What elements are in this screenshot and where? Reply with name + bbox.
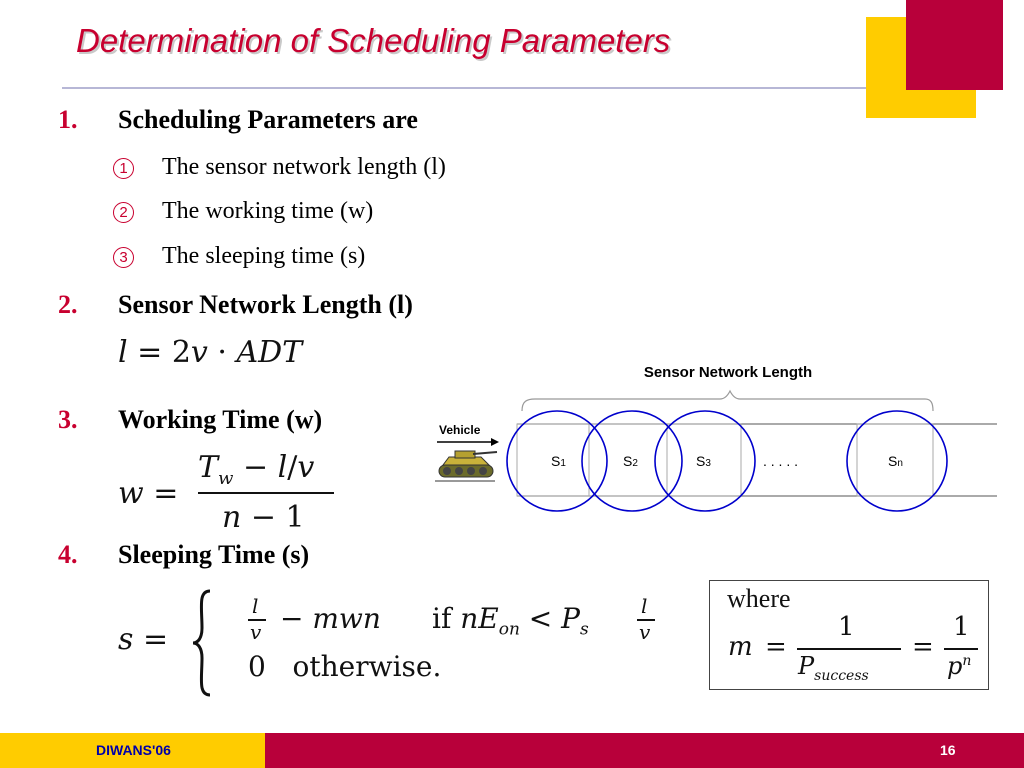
brace-icon: [190, 588, 214, 698]
length-brace: [522, 391, 933, 411]
diagram-header: Sensor Network Length: [643, 364, 813, 381]
circled-number-icon: 1: [113, 158, 134, 179]
footer-page-number: 16: [940, 742, 956, 758]
vehicle-label: Vehicle: [439, 423, 481, 437]
corner-red-block: [906, 0, 999, 90]
item-2-number: 2.: [58, 290, 78, 319]
where-label: where: [727, 584, 791, 613]
footer-conference: DIWANS'06: [96, 742, 171, 758]
item-3-heading: Working Time (w): [118, 405, 323, 434]
formula-length: l = 2v · ADT: [118, 335, 303, 370]
subitem-1-text: The sensor network length (l): [162, 154, 446, 180]
item-4-number: 4.: [58, 540, 78, 569]
arrow-right-icon: [437, 438, 499, 446]
subitem-3-text: The sleeping time (s): [162, 243, 366, 269]
slide-title: Determination of Scheduling Parameters: [76, 22, 671, 59]
sensor-label-n: Sn: [888, 453, 903, 469]
sensor-label-3: S3: [696, 453, 711, 469]
item-2-heading: Sensor Network Length (l): [118, 290, 413, 319]
vehicle-icon: [435, 451, 497, 481]
title-divider: [62, 87, 866, 89]
item-1-heading: Scheduling Parameters are: [118, 105, 418, 134]
sensor-network-diagram: [425, 355, 1005, 525]
item-4-heading: Sleeping Time (s): [118, 540, 310, 569]
item-3-number: 3.: [58, 405, 78, 434]
item-1-number: 1.: [58, 105, 78, 134]
sensor-label-1: S1: [551, 453, 566, 469]
subitem-2-text: The working time (w): [162, 198, 374, 224]
ellipsis-dots: . . . . .: [763, 453, 799, 469]
corner-red-bar: [999, 0, 1003, 90]
circled-number-icon: 2: [113, 202, 134, 223]
sensor-label-2: S2: [623, 453, 638, 469]
circled-number-icon: 3: [113, 247, 134, 268]
